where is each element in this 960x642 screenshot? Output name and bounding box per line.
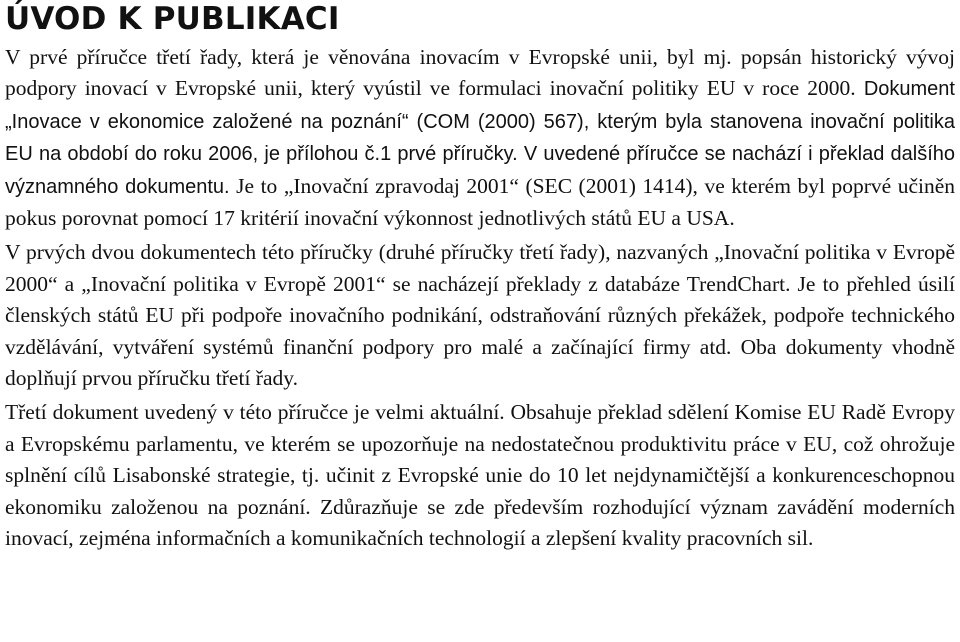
paragraph-3: Třetí dokument uvedený v této příručce je velmi aktuální. Obsahuje překlad sdělení Komise EU Radě Evropy a Evropskému parlamentu, ve kterém se upozorňuje na nedostatečnou produktivitu práce v EU, což ohrožuje splnění cílů Lisabonské strategie, tj. učinit z Evropské unie do 10 let nejdynamičtější a konkurenceschopnou ekonomiku založenou na poznání. Zdůrazňuje se zde především rozhodující význam zavádění moderních inovací, zejména informačních a komunikačních technologií a zlepšení kvality pracovních sil.	[5, 400, 955, 551]
paragraph-2: V prvých dvou dokumentech této příručky (druhé příručky třetí řady), nazvaných „Inovační politika v Evropě 2000“ a „Inovační politika v Evropě 2001“ se nacházejí překlady z databáze TrendChart. Je to přehled úsilí členských států EU při podpoře inovačního podnikání, odstraňování různých překážek, podpoře technického vzdělávání, vytváření systémů finanční podpory pro malé a začínající firmy atd. Oba dokumenty vhodně doplňují prvou příručku třetí řady.	[5, 240, 955, 391]
paragraph-1-sentence-1: V prvé příručce třetí řady, která je věnována inovacím v Evropské unii, byl mj. popsán historický vývoj podpory inovací v Evropské unii, který vyústil ve formulaci inovační politiky EU v roce 2000.	[5, 45, 955, 101]
paragraph-1	[5, 42, 955, 234]
paragraph-1-sentence-3: Je to „Inovační zpravodaj 2001“ (SEC (2001) 1414), ve kterém byl poprvé učiněn pokus porovnat pomocí 17 kritérií inovační výkonnost jednotlivých států EU a USA.	[5, 173, 955, 231]
paragraph-1-sentence-2: Dokument „Inovace v ekonomice založené na poznání“ (COM (2000) 567), kterým byla stanovena inovační politika EU na období do roku 2006, je přílohou č.1 prvé příručky. V uvedené příručce se nachází i překlad dalšího významného dokumentu.	[5, 78, 955, 198]
page-heading: ÚVOD K PUBLIKACI	[5, 1, 340, 37]
document-page	[5, 0, 955, 555]
